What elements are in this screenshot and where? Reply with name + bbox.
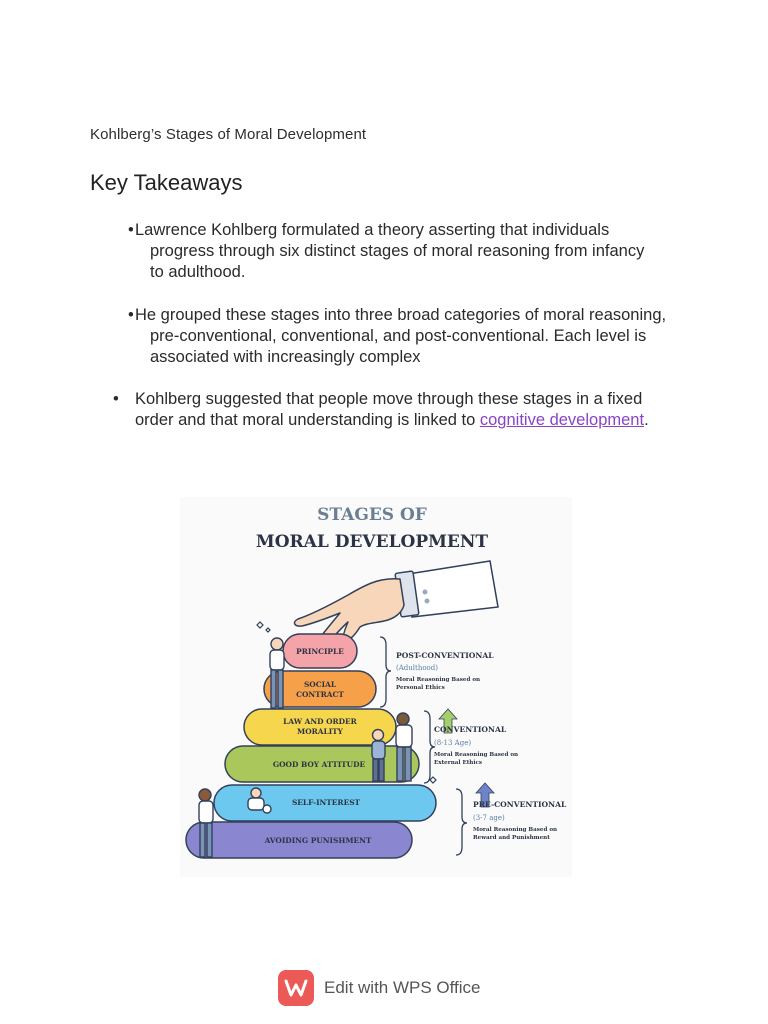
stage-label: GOOD BOY ATTITUDE — [272, 760, 366, 769]
level-description: Moral Reasoning Based on — [473, 827, 558, 833]
bullet-marker: • — [128, 306, 134, 324]
document-subtitle: Kohlberg’s Stages of Moral Development — [90, 126, 367, 143]
wps-label: Edit with WPS Office — [324, 978, 481, 997]
stage-label: LAW AND ORDER — [283, 717, 357, 726]
level-age: (Adulthood) — [396, 664, 438, 672]
level-age: (3-7 age) — [473, 814, 505, 822]
list-item: • Kohlberg suggested that people move through these stages in a fixed order and that moral understanding is linked to cognitive development. — [113, 390, 649, 429]
stage-label: SELF-INTEREST — [291, 798, 361, 807]
bullet-marker: • — [113, 390, 119, 408]
list-item: • He grouped these stages into three broad categories of moral reasoning, pre-conventional, conventional, and post-conventional. Each level is associated with increasingly complex — [128, 306, 667, 366]
stage-label: AVOIDING PUNISHMENT — [264, 836, 372, 845]
level-name: CONVENTIONAL — [434, 725, 507, 734]
level-description: Personal Ethics — [396, 685, 445, 691]
figure-title-main: MORAL DEVELOPMENT — [255, 532, 489, 552]
stage-label: PRINCIPLE — [296, 647, 344, 656]
level-description: Moral Reasoning Based on — [434, 752, 519, 758]
moral-development-infographic — [180, 497, 572, 877]
edit-with-wps-button[interactable] — [278, 970, 481, 1006]
bullet-marker: • — [128, 221, 134, 239]
list-item: • Lawrence Kohlberg formulated a theory asserting that individuals progress through six distinct stages of moral reasoning from infancy to adulthood. — [128, 221, 645, 281]
stage-label: SOCIAL — [303, 680, 337, 689]
key-takeaways-heading: Key Takeaways — [90, 170, 243, 195]
cognitive-development-link[interactable]: cognitive development — [479, 411, 645, 429]
level-description: Moral Reasoning Based on — [396, 677, 481, 683]
level-description: Reward and Punishment — [473, 835, 550, 841]
wps-logo-icon — [278, 970, 314, 1006]
level-name: PRE-CONVENTIONAL — [473, 800, 567, 809]
level-age: (8-13 Age) — [434, 739, 472, 747]
stage-label: CONTRACT — [296, 690, 344, 699]
stage-label: MORALITY — [297, 727, 343, 736]
level-name: POST-CONVENTIONAL — [396, 651, 494, 660]
figure-title-top: STAGES OF — [317, 505, 427, 525]
level-description: External Ethics — [434, 760, 483, 766]
